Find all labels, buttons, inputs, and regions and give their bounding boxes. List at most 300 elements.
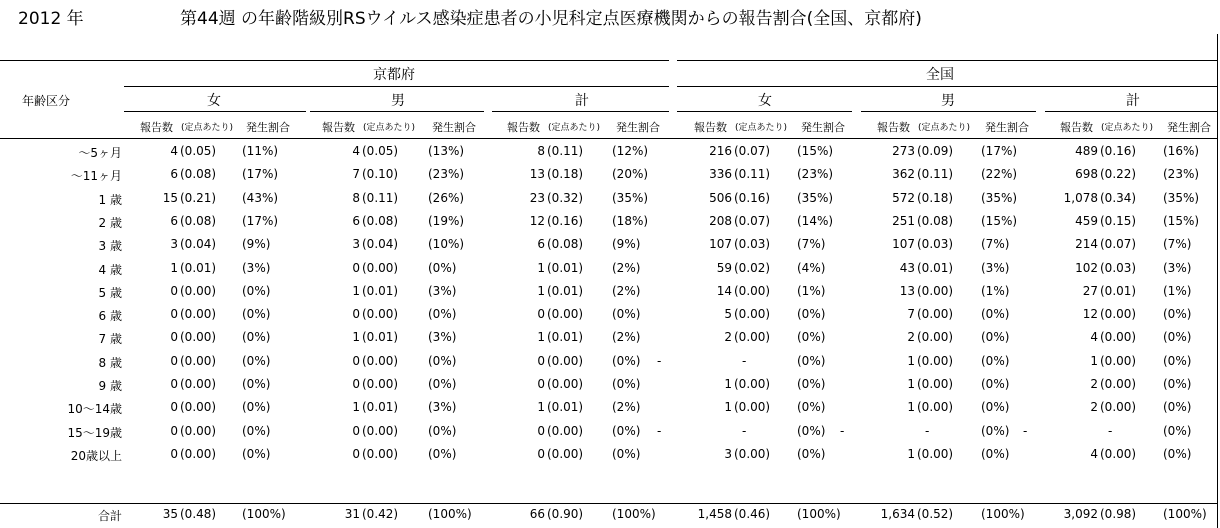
cell-per-site: (0.00)	[180, 283, 217, 298]
cell-count: 8	[352, 190, 360, 205]
page-title: 第44週 の年齢階級別RSウイルス感染症患者の小児科定点医療機関からの報告割合(全国、京都府)	[180, 9, 922, 29]
subheader-per-site: (定点あたり)	[181, 123, 234, 133]
cell-count: 4	[1090, 446, 1098, 461]
cell-ratio: (0%)	[242, 283, 271, 298]
cell-per-site: (0.09)	[917, 144, 954, 158]
cell-count: 13	[529, 167, 545, 182]
cell-count: 1	[724, 377, 732, 391]
cell-per-site: (0.02)	[734, 260, 771, 275]
subheader-ratio: 発生割合	[985, 121, 1029, 134]
subheader-count: 報告数	[694, 121, 727, 134]
cell-count: 12	[529, 213, 545, 228]
cell-per-site: (0.16)	[734, 190, 771, 205]
sex-header: 計	[1126, 93, 1140, 109]
cell-count: 1	[170, 260, 178, 275]
cell-per-site: (0.48)	[180, 507, 217, 521]
sex-header: 女	[758, 93, 772, 109]
cell-ratio: (0%)	[242, 423, 271, 438]
cell-per-site: (0.00)	[547, 377, 584, 391]
cell-ratio: (1%)	[1163, 283, 1192, 298]
cell-ratio: (0%)	[797, 423, 826, 438]
cell-per-site: (0.01)	[547, 400, 584, 415]
row-label: 9 歳	[98, 379, 122, 393]
cell-count: 6	[352, 213, 360, 228]
cell-ratio: (3%)	[428, 283, 457, 298]
cell-count: 0	[537, 377, 545, 391]
cell-per-site: (0.00)	[1100, 377, 1137, 391]
cell-count: 362	[892, 167, 915, 182]
cell-count: 66	[529, 507, 545, 521]
table-top-rule	[0, 60, 669, 61]
cell-count: 1	[352, 400, 360, 415]
cell-ratio: (0%)	[242, 353, 271, 368]
cell-count: 3	[352, 237, 360, 252]
cell-ratio: (9%)	[612, 237, 641, 252]
sex-rule	[124, 111, 306, 112]
cell-per-site: (0.21)	[180, 190, 217, 205]
cell-per-site: (0.00)	[917, 307, 954, 322]
sex-header: 男	[391, 93, 405, 109]
cell-ratio: (0%)	[1163, 330, 1192, 345]
row-label: 8 歳	[98, 355, 122, 370]
group-header: 全国	[926, 67, 954, 83]
cell-count: 214	[1075, 237, 1098, 252]
cell-count: 0	[537, 446, 545, 461]
cell-count: 0	[352, 260, 360, 275]
cell-ratio: (0%)	[981, 330, 1010, 345]
cell-ratio: (18%)	[612, 213, 649, 228]
row-label: 1 歳	[98, 192, 122, 207]
cell-per-site: (0.07)	[734, 213, 771, 228]
cell-per-site: (0.00)	[362, 307, 399, 322]
cell-ratio: (12%)	[612, 144, 649, 158]
cell-count: 3,092	[1063, 507, 1098, 521]
cell-ratio: (2%)	[612, 400, 641, 415]
cell-ratio: (0%)	[797, 353, 826, 368]
cell-per-site: (0.00)	[734, 400, 771, 415]
cell-count: 1	[537, 330, 545, 345]
cell-per-site: (0.22)	[1100, 167, 1137, 182]
cell-per-site: -	[1108, 423, 1113, 438]
cell-count: 1	[537, 400, 545, 415]
cell-count: 251	[892, 213, 915, 228]
year-label: 2012 年	[18, 9, 84, 29]
cell-per-site: (0.05)	[180, 144, 217, 158]
cell-count: 59	[716, 260, 732, 275]
subheader-count: 報告数	[877, 121, 910, 134]
cell-per-site: -	[925, 423, 930, 438]
cell-per-site: (0.00)	[917, 330, 954, 345]
cell-count: 459	[1075, 213, 1098, 228]
cell-per-site: (0.90)	[547, 507, 584, 521]
subheader-per-site: (定点あたり)	[1101, 123, 1154, 133]
cell-count: -	[1023, 423, 1028, 438]
cell-per-site: (0.00)	[547, 446, 584, 461]
subheader-count: 報告数	[1060, 121, 1093, 134]
cell-per-site: (0.98)	[1100, 507, 1137, 521]
row-label: 2 歳	[98, 215, 122, 230]
cell-count: 1	[724, 400, 732, 415]
cell-per-site: (0.07)	[1100, 237, 1137, 252]
sex-header: 女	[207, 93, 221, 109]
cell-ratio: (0%)	[428, 423, 457, 438]
cell-ratio: (3%)	[242, 260, 271, 275]
cell-ratio: (0%)	[1163, 446, 1192, 461]
age-header: 年齢区分	[22, 94, 71, 108]
cell-count: 1	[907, 353, 915, 368]
cell-per-site: (0.00)	[180, 330, 217, 345]
cell-ratio: (3%)	[1163, 260, 1192, 275]
cell-per-site: (0.32)	[547, 190, 584, 205]
cell-per-site: (0.01)	[362, 330, 399, 345]
subheader-ratio: 発生割合	[432, 121, 476, 134]
cell-ratio: (3%)	[981, 260, 1010, 275]
cell-per-site: (0.00)	[180, 353, 217, 368]
cell-per-site: (0.08)	[362, 213, 399, 228]
cell-per-site: (0.00)	[362, 353, 399, 368]
cell-per-site: (0.16)	[547, 213, 584, 228]
cell-per-site: (0.01)	[547, 330, 584, 345]
cell-per-site: (0.01)	[362, 400, 399, 415]
cell-count: 0	[537, 307, 545, 322]
cell-ratio: (0%)	[797, 446, 826, 461]
cell-count: 1	[537, 260, 545, 275]
cell-per-site: (0.52)	[917, 507, 954, 521]
cell-ratio: (9%)	[242, 237, 271, 252]
cell-per-site: (0.00)	[362, 260, 399, 275]
cell-per-site: (0.00)	[734, 330, 771, 345]
cell-per-site: (0.00)	[734, 446, 771, 461]
cell-count: 0	[352, 353, 360, 368]
cell-ratio: (15%)	[797, 144, 834, 158]
cell-ratio: (17%)	[242, 213, 279, 228]
sex-header: 計	[575, 93, 589, 109]
cell-ratio: (100%)	[242, 507, 286, 521]
cell-per-site: (0.05)	[362, 144, 399, 158]
cell-per-site: (0.03)	[734, 237, 771, 252]
cell-per-site: (0.08)	[180, 167, 217, 182]
cell-per-site: (0.00)	[734, 307, 771, 322]
subheader-ratio: 発生割合	[801, 121, 845, 134]
cell-per-site: (0.00)	[917, 377, 954, 391]
cell-count: 102	[1075, 260, 1098, 275]
cell-count: -	[657, 423, 662, 438]
subheader-count: 報告数	[507, 121, 540, 134]
subheader-count: 報告数	[322, 121, 355, 134]
table-top-rule	[677, 60, 1217, 61]
cell-count: 0	[170, 307, 178, 322]
cell-per-site: (0.00)	[180, 446, 217, 461]
cell-ratio: (35%)	[981, 190, 1018, 205]
cell-count: 3	[724, 446, 732, 461]
row-label: 20歳以上	[70, 448, 122, 463]
cell-per-site: -	[742, 423, 747, 438]
row-label: 15〜19歳	[67, 425, 122, 440]
cell-ratio: (100%)	[981, 507, 1025, 521]
cell-ratio: (26%)	[428, 190, 465, 205]
cell-per-site: (0.00)	[180, 400, 217, 415]
cell-ratio: (0%)	[797, 377, 826, 391]
group-rule	[677, 86, 1217, 87]
cell-ratio: (0%)	[1163, 307, 1192, 322]
cell-ratio: (0%)	[1163, 377, 1192, 391]
cell-count: 1	[1090, 353, 1098, 368]
cell-ratio: (0%)	[242, 400, 271, 415]
subheader-rule	[0, 138, 1217, 139]
cell-count: 0	[170, 400, 178, 415]
row-label: 4 歳	[98, 262, 122, 277]
cell-count: 0	[170, 353, 178, 368]
subheader-per-site: (定点あたり)	[918, 123, 971, 133]
cell-count: 15	[162, 190, 178, 205]
cell-ratio: (0%)	[981, 446, 1010, 461]
cell-per-site: (0.08)	[547, 237, 584, 252]
cell-ratio: (3%)	[428, 400, 457, 415]
cell-per-site: (0.01)	[547, 283, 584, 298]
cell-ratio: (20%)	[612, 167, 649, 182]
cell-ratio: (23%)	[797, 167, 834, 182]
cell-count: 13	[899, 283, 915, 298]
cell-ratio: (2%)	[612, 283, 641, 298]
cell-ratio: (100%)	[1163, 507, 1207, 521]
cell-ratio: (7%)	[981, 237, 1010, 252]
cell-per-site: (0.00)	[1100, 353, 1137, 368]
cell-per-site: (0.01)	[547, 260, 584, 275]
cell-per-site: (0.00)	[917, 353, 954, 368]
cell-per-site: (0.42)	[362, 507, 399, 521]
cell-count: 216	[709, 144, 732, 158]
cell-count: 2	[907, 330, 915, 345]
cell-count: 0	[352, 307, 360, 322]
cell-ratio: (16%)	[1163, 144, 1200, 158]
cell-per-site: (0.00)	[180, 423, 217, 438]
cell-count: 1	[537, 283, 545, 298]
cell-count: -	[840, 423, 845, 438]
cell-ratio: (22%)	[981, 167, 1018, 182]
cell-ratio: (17%)	[981, 144, 1018, 158]
cell-ratio: (100%)	[428, 507, 472, 521]
cell-count: 0	[352, 446, 360, 461]
cell-count: 107	[709, 237, 732, 252]
cell-ratio: (0%)	[981, 377, 1010, 391]
cell-ratio: (13%)	[428, 144, 465, 158]
cell-per-site: (0.11)	[362, 190, 399, 205]
cell-per-site: (0.00)	[180, 377, 217, 391]
sex-rule	[861, 111, 1036, 112]
cell-ratio: (0%)	[981, 353, 1010, 368]
cell-per-site: (0.11)	[734, 167, 771, 182]
cell-ratio: (0%)	[612, 353, 641, 368]
cell-ratio: (0%)	[242, 330, 271, 345]
cell-per-site: (0.03)	[1100, 260, 1137, 275]
cell-count: 5	[724, 307, 732, 322]
cell-count: 1	[907, 446, 915, 461]
table-right-border	[1217, 34, 1218, 528]
cell-per-site: (0.00)	[362, 446, 399, 461]
cell-count: 2	[724, 330, 732, 345]
cell-ratio: (0%)	[981, 307, 1010, 322]
row-label: 6 歳	[98, 309, 122, 324]
cell-count: 1	[907, 377, 915, 391]
cell-per-site: (0.00)	[547, 423, 584, 438]
cell-count: 0	[537, 423, 545, 438]
cell-count: 0	[170, 423, 178, 438]
cell-count: 2	[1090, 400, 1098, 415]
cell-count: 572	[892, 190, 915, 205]
cell-per-site: (0.18)	[547, 167, 584, 182]
cell-count: 4	[1090, 330, 1098, 345]
cell-count: 7	[907, 307, 915, 322]
cell-count: 0	[170, 446, 178, 461]
cell-ratio: (35%)	[797, 190, 834, 205]
cell-count: 23	[529, 190, 545, 205]
cell-count: 1	[352, 330, 360, 345]
cell-count: 4	[352, 144, 360, 158]
cell-ratio: (0%)	[1163, 353, 1192, 368]
cell-per-site: (0.00)	[917, 400, 954, 415]
cell-ratio: (35%)	[1163, 190, 1200, 205]
total-rule	[0, 503, 1217, 504]
cell-count: 8	[537, 144, 545, 158]
cell-count: 107	[892, 237, 915, 252]
cell-count: 0	[537, 353, 545, 368]
cell-ratio: (100%)	[612, 507, 656, 521]
subheader-count: 報告数	[140, 121, 173, 134]
cell-per-site: (0.08)	[180, 213, 217, 228]
cell-per-site: (0.34)	[1100, 190, 1137, 205]
row-label: 5 歳	[98, 285, 122, 300]
total-label: 合計	[97, 509, 122, 523]
cell-ratio: (100%)	[797, 507, 841, 521]
cell-ratio: (0%)	[242, 446, 271, 461]
cell-count: 2	[1090, 377, 1098, 391]
cell-ratio: (3%)	[428, 330, 457, 345]
cell-per-site: (0.00)	[917, 283, 954, 298]
cell-per-site: (0.01)	[1100, 283, 1137, 298]
cell-per-site: (0.18)	[917, 190, 954, 205]
cell-ratio: (17%)	[242, 167, 279, 182]
cell-count: 3	[170, 237, 178, 252]
cell-count: -	[657, 353, 662, 368]
cell-count: 4	[170, 144, 178, 158]
cell-per-site: (0.04)	[362, 237, 399, 252]
cell-count: 12	[1082, 307, 1098, 322]
cell-ratio: (0%)	[1163, 400, 1192, 415]
cell-per-site: (0.11)	[917, 167, 954, 182]
cell-ratio: (0%)	[612, 446, 641, 461]
cell-per-site: (0.00)	[1100, 307, 1137, 322]
subheader-per-site: (定点あたり)	[735, 123, 788, 133]
subheader-ratio: 発生割合	[616, 121, 660, 134]
cell-count: 27	[1082, 283, 1098, 298]
cell-per-site: (0.01)	[362, 283, 399, 298]
cell-count: 1,078	[1063, 190, 1098, 205]
cell-ratio: (0%)	[797, 400, 826, 415]
cell-ratio: (0%)	[981, 400, 1010, 415]
subheader-per-site: (定点あたり)	[548, 123, 601, 133]
cell-ratio: (0%)	[612, 307, 641, 322]
cell-per-site: (0.10)	[362, 167, 399, 182]
cell-per-site: (0.00)	[547, 353, 584, 368]
cell-count: 273	[892, 144, 915, 158]
row-label: 3 歳	[98, 239, 122, 254]
cell-per-site: (0.01)	[917, 260, 954, 275]
cell-count: 1	[352, 283, 360, 298]
cell-ratio: (0%)	[242, 307, 271, 322]
cell-ratio: (35%)	[612, 190, 649, 205]
cell-ratio: (0%)	[242, 377, 271, 391]
cell-ratio: (43%)	[242, 190, 279, 205]
subheader-ratio: 発生割合	[1167, 121, 1211, 134]
cell-count: 6	[170, 213, 178, 228]
cell-ratio: (0%)	[612, 377, 641, 391]
cell-count: 35	[162, 507, 178, 521]
cell-per-site: (0.00)	[180, 307, 217, 322]
cell-per-site: (0.00)	[734, 377, 771, 391]
cell-count: 6	[170, 167, 178, 182]
cell-count: 1,634	[880, 507, 915, 521]
subheader-per-site: (定点あたり)	[363, 123, 416, 133]
cell-ratio: (14%)	[797, 213, 834, 228]
cell-count: 0	[352, 377, 360, 391]
cell-per-site: -	[742, 353, 747, 368]
cell-ratio: (0%)	[428, 307, 457, 322]
cell-ratio: (19%)	[428, 213, 465, 228]
cell-count: 489	[1075, 144, 1098, 158]
cell-count: 1	[907, 400, 915, 415]
cell-count: 208	[709, 213, 732, 228]
cell-per-site: (0.00)	[734, 283, 771, 298]
group-rule	[124, 86, 669, 87]
sex-rule	[677, 111, 852, 112]
cell-count: 6	[537, 237, 545, 252]
cell-per-site: (0.46)	[734, 507, 771, 521]
sex-rule	[492, 111, 669, 112]
cell-count: 7	[352, 167, 360, 182]
cell-per-site: (0.00)	[917, 446, 954, 461]
cell-per-site: (0.11)	[547, 144, 584, 158]
cell-count: 1,458	[697, 507, 732, 521]
cell-ratio: (0%)	[612, 423, 641, 438]
cell-ratio: (7%)	[797, 237, 826, 252]
cell-ratio: (0%)	[797, 330, 826, 345]
cell-ratio: (0%)	[428, 260, 457, 275]
cell-count: 0	[352, 423, 360, 438]
cell-count: 31	[344, 507, 360, 521]
cell-ratio: (23%)	[428, 167, 465, 182]
cell-per-site: (0.00)	[362, 423, 399, 438]
cell-ratio: (0%)	[428, 377, 457, 391]
cell-ratio: (0%)	[797, 307, 826, 322]
cell-ratio: (2%)	[612, 260, 641, 275]
cell-per-site: (0.08)	[917, 213, 954, 228]
cell-count: 0	[170, 330, 178, 345]
cell-ratio: (11%)	[242, 144, 279, 158]
cell-ratio: (7%)	[1163, 237, 1192, 252]
cell-count: 506	[709, 190, 732, 205]
cell-per-site: (0.00)	[1100, 400, 1137, 415]
cell-ratio: (0%)	[428, 446, 457, 461]
cell-ratio: (15%)	[1163, 213, 1200, 228]
cell-ratio: (0%)	[1163, 423, 1192, 438]
cell-per-site: (0.04)	[180, 237, 217, 252]
cell-count: 14	[716, 283, 732, 298]
row-label: 10〜14歳	[67, 402, 122, 417]
cell-count: 698	[1075, 167, 1098, 182]
cell-count: 0	[170, 283, 178, 298]
subheader-ratio: 発生割合	[246, 121, 290, 134]
cell-count: 0	[170, 377, 178, 391]
